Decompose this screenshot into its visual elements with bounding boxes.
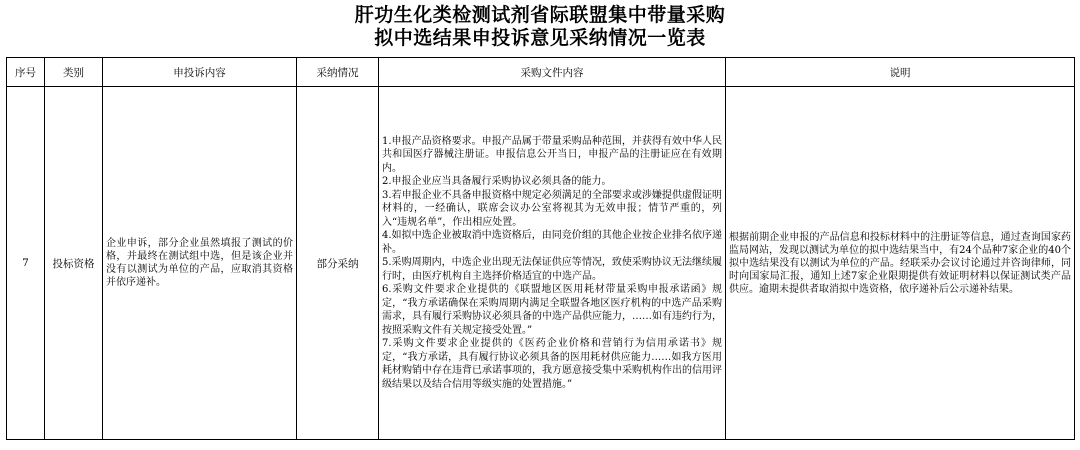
table-row	[7, 87, 1075, 440]
header-doc-content: 采购文件内容	[379, 58, 726, 87]
cell-complaint	[103, 87, 297, 440]
document-title	[0, 4, 1080, 50]
title-line-2: 拟中选结果申投诉意见采纳情况一览表	[374, 27, 706, 49]
doc-item-1: 1.申报产品资格要求。申报产品属于带量采购品种范围，并获得有效中华人民共和国医疗器械注册证。申报信息公开当日，申报产品的注册证应在有效期内。	[382, 135, 722, 174]
header-no: 序号	[7, 58, 45, 87]
doc-item-7: 7.采购文件要求企业提供的《医药企业价格和营销行为信用承诺书》规定，“我方承诺，具有履行协议必须具备的医用耗材供应能力……如我方医用耗材购销中存在违背已承诺事项的，我方愿意接受集中采购机构作出的信用评级结果以及结合信用等级实施的处置措施。”	[382, 338, 722, 390]
cell-no: 7	[7, 87, 45, 440]
header-explanation: 说明	[726, 58, 1075, 87]
doc-item-4: 4.如拟中选企业被取消中选资格后，由同竞价组的其他企业按企业排名依序递补。	[382, 230, 722, 255]
cell-explanation	[726, 87, 1075, 440]
table-header-row	[7, 58, 1075, 87]
complaint-table	[6, 57, 1075, 440]
header-complaint: 申投诉内容	[103, 58, 297, 87]
complaint-text: 企业申诉，部分企业虽然填报了测试的价格，并最终在测试组中选，但是该企业并没有以测试为单位的产品，应取消其资格并依序递补。	[106, 238, 293, 288]
explanation-text: 根据前期企业申报的产品信息和投标材料中的注册证等信息，通过查询国家药监局网站，发现以测试为单位的拟中选结果当中，有24个品种7家企业的40个拟中选结果没有以测试为单位的产品。经联采办会议讨论通过并咨询律师，同时向国家局汇报，通知上述7家企业限期提供有效证明材料以保证测试类产品供应。逾期未提供者取消拟中选资格，依序递补后公示递补结果。	[729, 231, 1071, 295]
header-adoption: 采纳情况	[297, 58, 379, 87]
header-category: 类别	[45, 58, 103, 87]
doc-item-3: 3.若申报企业不具备申报资格中规定必须满足的全部要求或涉嫌提供虚假证明材料的，一经确认，联席会议办公室将视其为无效申报；情节严重的，列入“违规名单”，作出相应处置。	[382, 189, 722, 228]
cell-adoption: 部分采纳	[297, 87, 379, 440]
doc-item-2: 2.申报企业应当具备履行采购协议必须具备的能力。	[382, 176, 612, 188]
doc-item-5: 5.采购周期内，中选企业出现无法保证供应等情况，致使采购协议无法继续履行时，由医疗机构自主选择价格适宜的中选产品。	[382, 257, 722, 282]
cell-doc-content	[379, 87, 726, 440]
doc-item-6: 6.采购文件要求企业提供的《联盟地区医用耗材带量采购申报承诺函》规定，“我方承诺确保在采购周期内满足全联盟各地区医疗机构的中选产品采购需求，具有履行采购协议必须具备的中选产品供应能力，……如有违约行为，按照采购文件有关规定接受处置。”	[382, 284, 722, 336]
cell-category: 投标资格	[45, 87, 103, 440]
title-line-1: 肝功生化类检测试剂省际联盟集中带量采购	[354, 4, 726, 26]
